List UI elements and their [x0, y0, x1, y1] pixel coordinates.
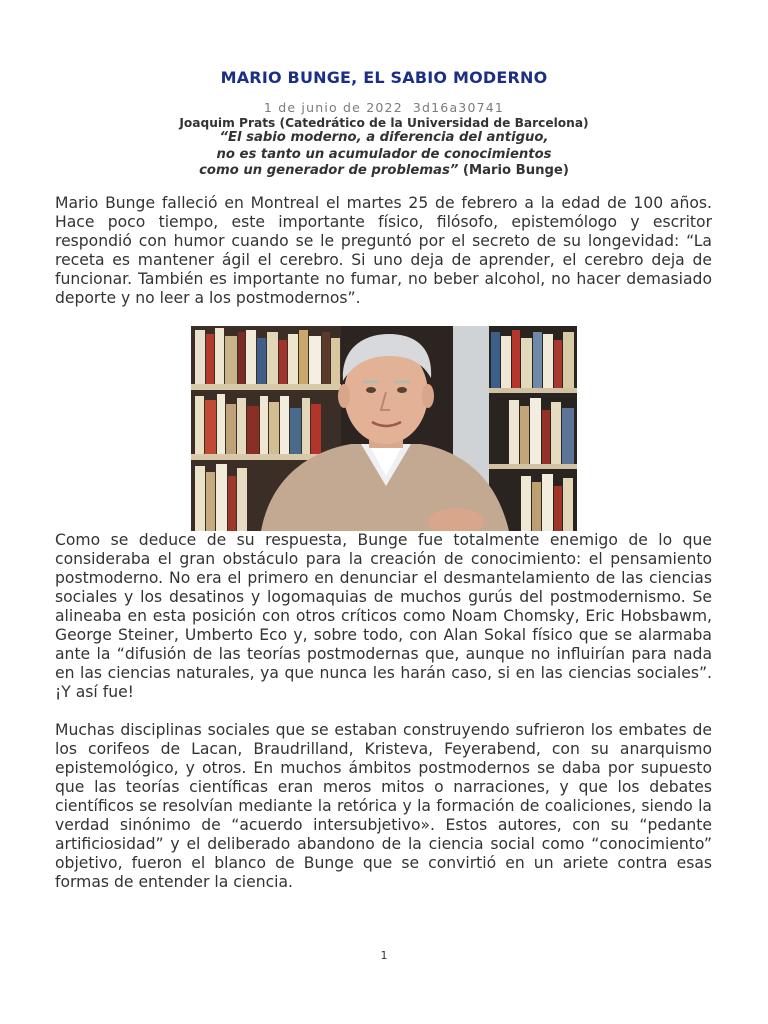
page-number: 1	[380, 949, 388, 962]
epigraph-line-3-text: como un generador de problemas”	[199, 163, 459, 178]
epigraph-line-1: “El sabio moderno, a diferencia del antiguo,	[219, 130, 549, 145]
epigraph-line-3	[0, 163, 768, 180]
epigraph-line-2: no es tanto un acumulador de conocimientos	[216, 146, 552, 162]
paragraph-3: Muchas disciplinas sociales que se estaban construyendo sufrieron los embates de los corifeos de Lacan, Braudrilland, Kristeva, Feyerabend, con su anarquismo epistemológico, y otros. En muchos ámbitos postmodernos se daba por supuesto que las teorías científicas eran meros mitos o narraciones, y que los debates científicos se resolvían mediante la retórica y la formación de coaliciones, siendo la verdad sinónimo de “acuerdo intersubjetivo». Estos autores, con su “pedante artificiosidad” y el deliberado abandono de la ciencia social como “conocimiento” objetivo, fueron el blanco de Bunge que se convirtió en un ariete contra esas formas de entender la ciencia.	[55, 721, 712, 891]
meta-line	[0, 100, 768, 115]
article-title: MARIO BUNGE, EL SABIO MODERNO	[220, 68, 548, 87]
epigraph-attribution: (Mario Bunge)	[462, 163, 569, 178]
portrait-photo	[191, 326, 577, 531]
publication-date: 1 de junio de 2022	[263, 100, 403, 115]
paragraph-2: Como se deduce de su respuesta, Bunge fue totalmente enemigo de lo que consideraba el gran obstáculo para la creación de conocimiento: el pensamiento postmoderno. No era el primero en denunciar el desmantelamiento de las ciencias sociales y los desatinos y logomaquias de muchos gurús del postmodernismo. Se alineaba en esta posición con otros críticos como Noam Chomsky, Eric Hobsbawm, George Steiner, Umberto Eco y, sobre todo, con Alan Sokal físico que se alarmaba ante la “difusión de las teorías postmodernas que, aunque no influirían para nada en las ciencias naturales, ya que nunca les harán caso, si en las ciencias sociales”. ¡Y así fue!	[55, 531, 712, 701]
epigraph	[0, 130, 768, 180]
paragraph-1: Mario Bunge falleció en Montreal el martes 25 de febrero a la edad de 100 años. Hace poco tiempo, este importante físico, filósofo, epistemólogo y escritor respondió con humor cuando se le preguntó por el secreto de su longevidad: “La receta es mantener ágil el cerebro. Si uno deja de aprender, el cerebro deja de funcionar. También es importante no fumar, no beber alcohol, no hacer demasiado deporte y no leer a los postmodernos”.	[55, 194, 712, 307]
document-id: 3d16a30741	[412, 100, 505, 115]
author-line: Joaquim Prats (Catedrático de la Universidad de Barcelona)	[179, 116, 589, 130]
